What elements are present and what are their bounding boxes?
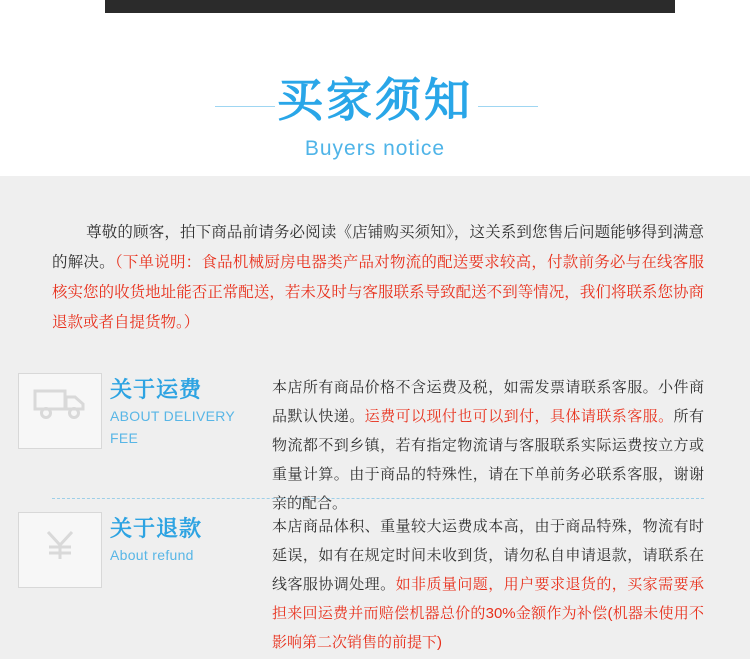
section-label-delivery <box>110 375 260 449</box>
delivery-text-1: 本店所有商品价格不含运费及税，如需发票请联系客服。小件商品默认快递。 <box>272 379 704 425</box>
section-delivery-fee <box>0 373 750 512</box>
intro-paragraph <box>52 218 704 338</box>
refund-text-1: 本店商品体积、重量较大运费成本高，由于商品特殊，物流有时延误，如有在规定时间未收到货，请勿私自申请退款，请联系在线客服协调处理。 <box>272 518 704 593</box>
yen-icon <box>18 512 102 588</box>
section-label-en: ABOUT DELIVERY FEE <box>110 408 235 446</box>
page-subtitle: Buyers notice <box>304 137 446 160</box>
delivery-text-2: 所有物流都不到乡镇，若有指定物流请与客服联系实际运费按立方或重量计算。由于商品的特殊性，请在下单前务必联系客服，谢谢亲的配合。 <box>272 408 704 512</box>
top-strip <box>0 0 750 18</box>
truck-icon <box>18 373 102 449</box>
page-title: 买家须知 <box>277 74 473 126</box>
intro-red-text: （下单说明：食品机械厨房电器类产品对物流的配送要求较高，付款前务必与在线客服核实您的收货地址能否正常配送，若未及时与客服联系导致配送不到等情况，我们将联系您协商退款或者自提货物。） <box>52 254 704 331</box>
page-header <box>0 18 750 176</box>
top-dark-bar <box>105 0 675 13</box>
refund-text-red: 如非质量问题，用户要求退货的，买家需要承担来回运费并而赔偿机器总价的30%金额作为补偿(机器未使用不影响第二次销售的前提下) <box>272 576 704 651</box>
section-label-cn: 关于退款 <box>110 516 203 541</box>
section-refund <box>0 512 750 651</box>
section-text-refund <box>272 512 704 657</box>
section-label-cn: 关于运费 <box>110 377 203 402</box>
content-body <box>0 176 750 659</box>
section-label-refund <box>110 514 260 566</box>
section-label-en: About refund <box>110 547 194 563</box>
delivery-text-red: 运费可以现付也可以到付，具体请联系客服。 <box>364 408 674 425</box>
intro-black-text: 尊敬的顾客，拍下商品前请务必阅读《店铺购买须知》，这关系到您售后问题能够得到满意的解决。 <box>52 224 704 271</box>
section-text-delivery <box>272 373 704 518</box>
